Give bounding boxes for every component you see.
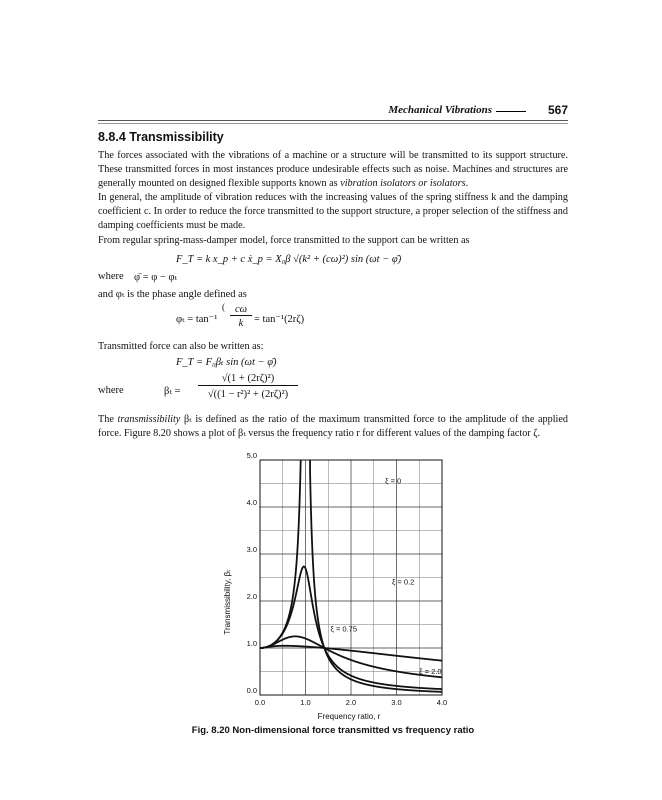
curve-annotation: ξ = 0 (385, 476, 402, 486)
x-tick-label: 0.0 (254, 698, 266, 707)
y-axis-label: Transmissibility, βₜ (223, 569, 232, 635)
x-tick-label: 2.0 (345, 698, 357, 707)
page-number: 567 (547, 103, 568, 117)
paragraph-3: From regular spring-mass-damper model, force transmitted to the support can be written as (98, 235, 470, 246)
paragraph-2: In general, the amplitude of vibration reduces with the increasing values of the spring stiffness k and the damping coefficient c. In order to reduce the force transmitted to the support structure, a proper selection of the stiffness and damping coefficients must be made. (98, 192, 568, 232)
where-label-2: where (98, 385, 124, 396)
y-tick-label: 4.0 (246, 498, 257, 507)
equation-beta-lhs: βₜ = (164, 386, 181, 397)
phase-angle-text: and φₜ is the phase angle defined as (98, 289, 247, 300)
equation-phase-angle-rhs: = tan⁻¹(2rζ) (254, 314, 305, 325)
equation-phase-difference: φ̄ = φ − φₜ (134, 272, 178, 283)
transmissibility-chart (200, 452, 480, 724)
chart-ticks (247, 452, 448, 707)
paragraph-4: Transmitted force can also be written as: (98, 341, 264, 352)
equation-transmitted-force: F_T = k x_p + c ẋ_p = X₀β √(k² + (cω)²) sin (ωt − φ̄) (176, 254, 402, 265)
y-tick-label: 1.0 (246, 639, 257, 648)
beta-denominator: √((1 − r²)² + (2rζ)²) (207, 389, 289, 400)
curve-annotation: ξ = 0.2 (391, 577, 415, 587)
y-tick-label: 5.0 (246, 452, 257, 460)
figure-caption: Fig. 8.20 Non-dimensional force transmitted vs frequency ratio (191, 725, 475, 736)
header-title: Mechanical Vibrations (388, 104, 492, 116)
y-tick-label: 3.0 (246, 545, 257, 554)
section-heading: 8.8.4 Transmissibility (98, 130, 224, 144)
x-tick-label: 4.0 (436, 698, 448, 707)
where-label-1: where (98, 271, 124, 282)
running-header (98, 104, 568, 118)
equation-transmitted-force-2: F_T = F₀βₜ sin (ωt − φ̄) (176, 357, 277, 368)
beta-numerator: √(1 + (2rζ)²) (198, 372, 298, 386)
header-divider (98, 120, 568, 121)
curve-annotation: ξ = 0.75 (330, 624, 358, 634)
paragraph-1-italic: vibration isolators or isolators (340, 178, 466, 190)
curve-annotation: ξ = 2.0 (419, 666, 442, 676)
y-tick-label: 2.0 (246, 592, 257, 601)
header-divider-thin (98, 123, 568, 124)
paragraph-5-italic: transmissibility (117, 414, 181, 425)
header-rule (496, 111, 526, 112)
phase-frac-denominator: k (238, 318, 244, 329)
x-tick-label: 1.0 (300, 698, 311, 707)
phase-frac-numerator: cω (230, 304, 252, 316)
equation-phase-angle-lhs: φₜ = tan⁻¹ (176, 314, 218, 325)
x-tick-label: 3.0 (391, 698, 402, 707)
paren-left: ( (222, 302, 225, 312)
y-tick-label: 0.0 (246, 686, 257, 695)
paragraph-5: The transmissibility βₜ is defined as the ratio of the maximum transmitted force to the amplitude of the applied force. Figure 8.20 shows a plot of βₜ versus the frequency ratio r for different values of the damping factor ζ. (98, 414, 569, 440)
chart-annotations (331, 477, 442, 676)
x-axis-label: Frequency ratio, r (317, 712, 381, 721)
paragraph-1: The forces associated with the vibrations of a machine or a structure will be transmitted to its support structure. These transmitted forces in most instances produce undesirable effects such as noise. Machines and structures are generally mounted on designed flexible supports known as vibration isolators or isolators. (98, 150, 568, 190)
